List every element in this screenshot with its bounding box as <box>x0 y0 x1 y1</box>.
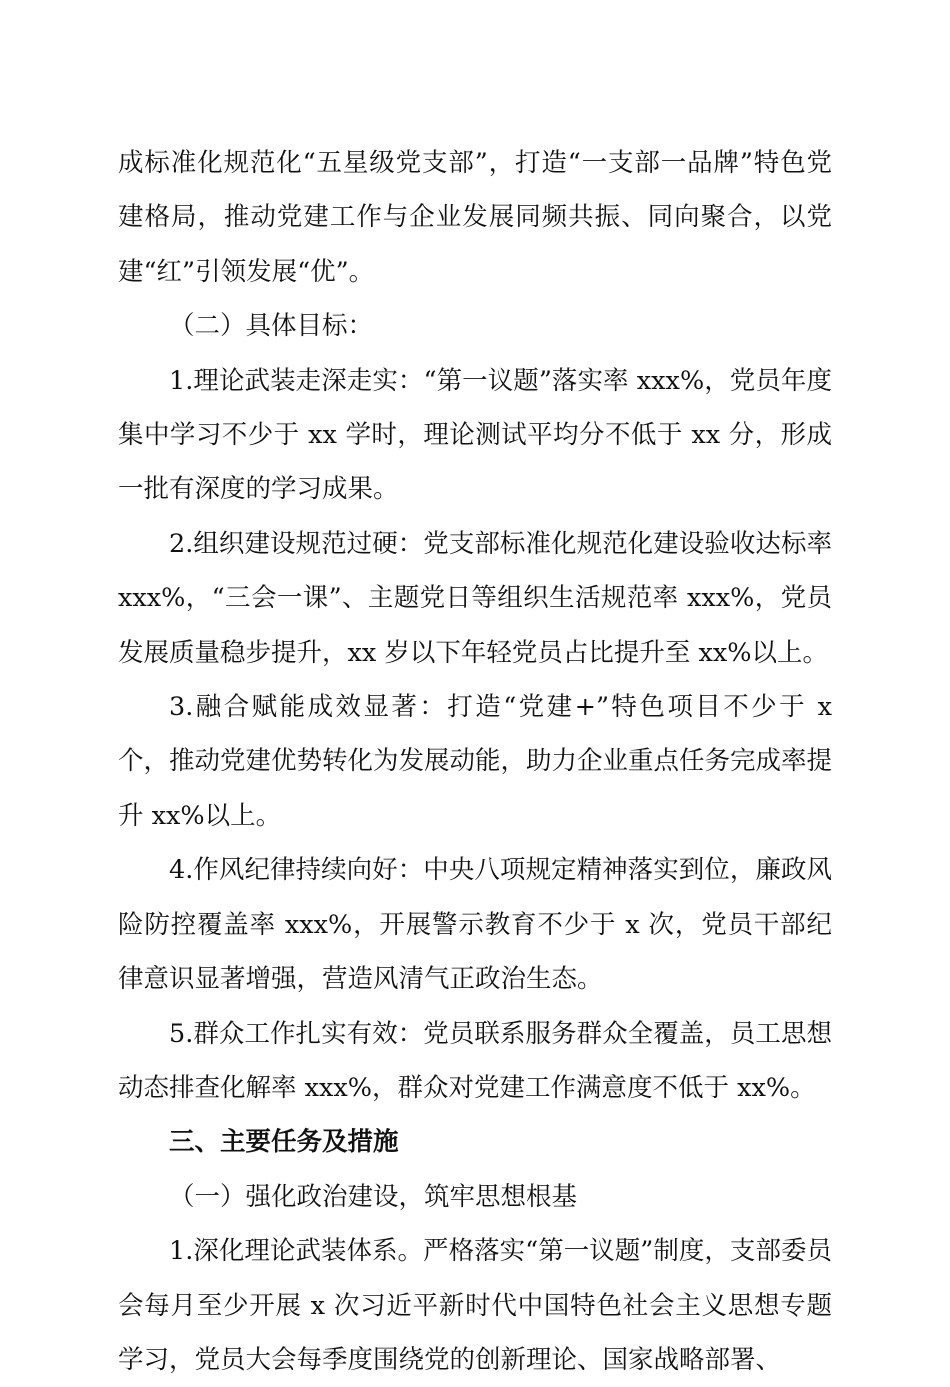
goal-item-2: 2.组织建设规范过硬：党支部标准化规范化建设验收达标率 xxx%，“三会一课”、主题党日等组织生活规范率 xxx%，党员发展质量稳步提升，xx 岁以下年轻党员占比提升至 xx%以上。 <box>118 528 832 668</box>
goal-item-3: 3.融合赋能成效显著：打造“党建+”特色项目不少于 x 个，推动党建优势转化为发展动能，助力企业重点任务完成率提升 xx%以上。 <box>118 692 833 831</box>
document-body <box>118 136 832 1387</box>
section-heading-main-tasks: 三、主要任务及措施 <box>169 1127 399 1158</box>
goal-item-1: 1.理论武装走深走实：“第一议题”落实率 xxx%，党员年度集中学习不少于 xx 学时，理论测试平均分不低于 xx 分，形成一批有深度的学习成果。 <box>118 365 832 505</box>
task-item-1: 1.深化理论武装体系。严格落实“第一议题”制度，支部委员会每月至少开展 x 次习近平新时代中国特色社会主义思想专题学习，党员大会每季度围绕党的创新理论、国家战略部署、 <box>118 1236 832 1375</box>
goal-item-4: 4.作风纪律持续向好：中央八项规定精神落实到位，廉政风险防控覆盖率 xxx%，开展警示教育不少于 x 次，党员干部纪律意识显著增强，营造风清气正政治生态。 <box>118 855 832 995</box>
goal-item-5: 5.群众工作扎实有效：党员联系服务群众全覆盖，员工思想动态排查化解率 xxx%，群众对党建工作满意度不低于 xx%。 <box>118 1018 832 1103</box>
subsection-heading-political-building: （一）强化政治建设，筑牢思想根基 <box>169 1181 578 1212</box>
paragraph-continuation: 成标准化规范化“五星级党支部”，打造“一支部一品牌”特色党建格局，推动党建工作与企业发展同频共振、同向聚合，以党建“红”引领发展“优”。 <box>118 148 832 287</box>
subsection-heading-specific-goals: （二）具体目标： <box>169 311 374 342</box>
